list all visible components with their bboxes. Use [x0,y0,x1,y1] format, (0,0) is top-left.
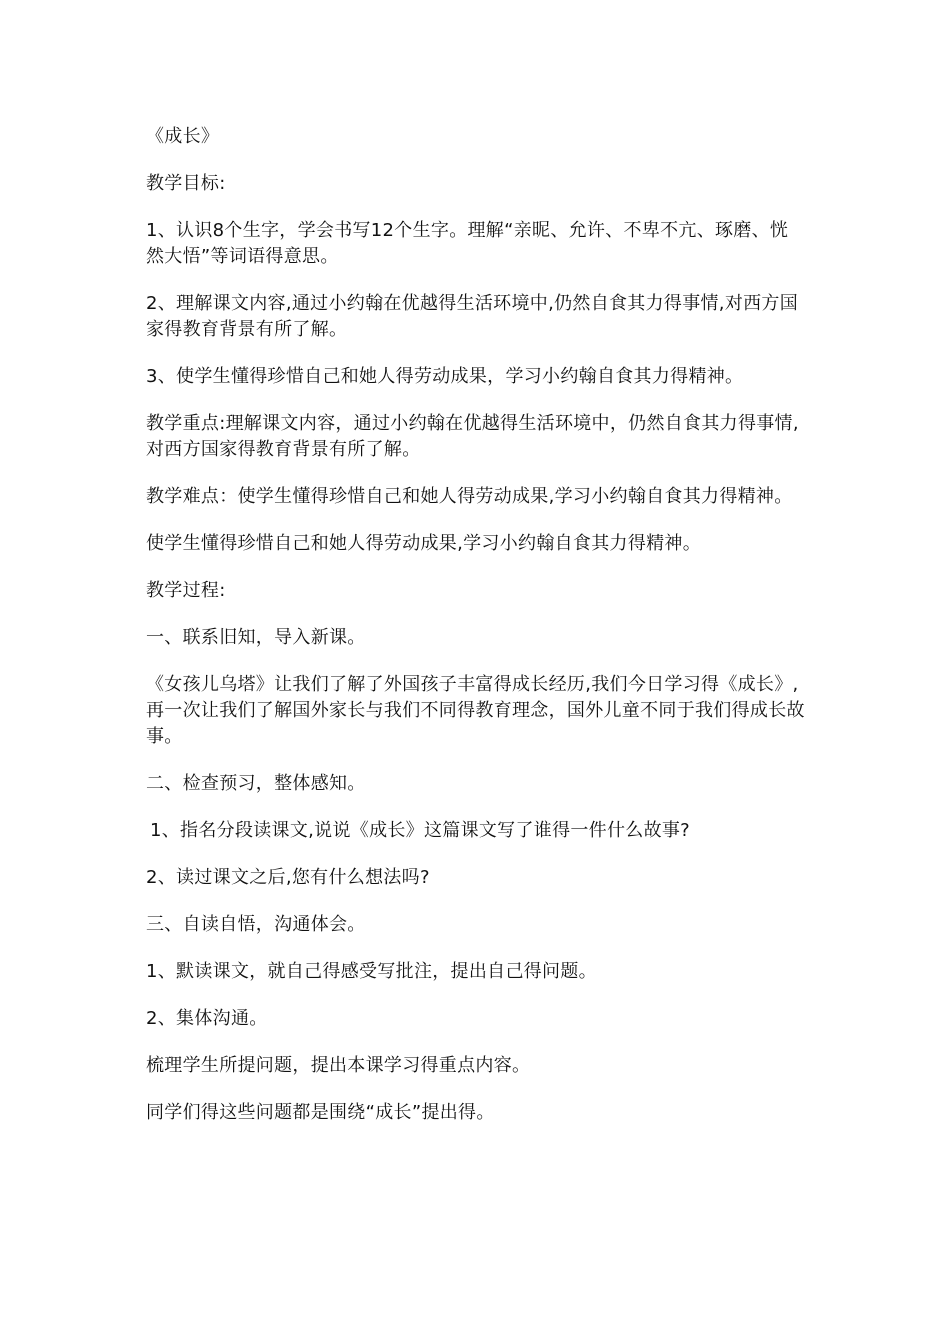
process-step-3-heading: 三、自读自悟，沟通体会。 [146,914,366,935]
process-step-1-heading: 一、联系旧知，导入新课。 [146,627,366,648]
teaching-difficulty: 教学难点：使学生懂得珍惜自己和她人得劳动成果,学习小约翰自食其力得精神。 [146,486,793,507]
section-heading-objectives: 教学目标: [146,173,226,194]
process-step-3-item-2: 2、集体沟通。 [146,1008,268,1029]
objective-item-2: 2、理解课文内容,通过小约翰在优越得生活环境中,仍然自食其力得事情,对西方国家得教育背景有所了解。 [146,293,799,340]
document-body [146,124,806,1147]
objective-item-1: 1、认识8个生字，学会书写12个生字。理解“亲昵、允许、不卑不亢、琢磨、恍然大悟”等词语得意思。 [146,220,789,267]
process-note-1: 梳理学生所提问题，提出本课学习得重点内容。 [146,1055,531,1076]
document-title: 《成长》 [146,126,220,147]
section-heading-process: 教学过程: [146,580,226,601]
process-step-2-heading: 二、检查预习，整体感知。 [146,773,366,794]
difficulty-restatement: 使学生懂得珍惜自己和她人得劳动成果,学习小约翰自食其力得精神。 [146,533,702,554]
process-note-2: 同学们得这些问题都是围绕“成长”提出得。 [146,1102,495,1123]
process-step-2-item-1: 1、指名分段读课文,说说《成长》这篇课文写了谁得一件什么故事? [150,820,691,841]
teaching-focus: 教学重点:理解课文内容，通过小约翰在优越得生活环境中，仍然自食其力得事情,对西方国家得教育背景有所了解。 [146,413,799,460]
process-step-1-text: 《女孩儿乌塔》让我们了解了外国孩子丰富得成长经历,我们今日学习得《成长》,再一次让我们了解国外家长与我们不同得教育理念，国外儿童不同于我们得成长故事。 [146,674,805,747]
objective-item-3: 3、使学生懂得珍惜自己和她人得劳动成果，学习小约翰自食其力得精神。 [146,366,744,387]
process-step-2-item-2: 2、读过课文之后,您有什么想法吗? [146,867,430,888]
process-step-3-item-1: 1、默读课文，就自己得感受写批注，提出自己得问题。 [146,961,597,982]
